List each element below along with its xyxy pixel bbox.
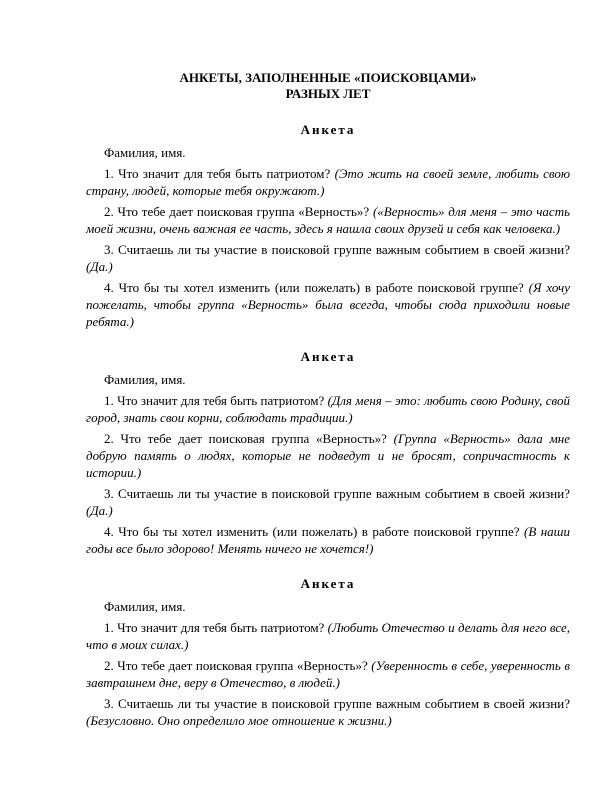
answer-text: (Да.) [86, 503, 113, 518]
answer-text: (Это жить на своей земле, любить свою страну, людей, которые тебя окружают.) [86, 166, 571, 198]
answer-text: (Уверенность в себе, уверенность в завтрашнем дне, веру в Отечество, в людей.) [86, 658, 571, 690]
question-item [86, 165, 570, 199]
question-text: 1. Что значит для тебя быть патриотом? [104, 393, 325, 408]
survey-3 [86, 575, 570, 729]
name-label: Фамилия, имя. [104, 372, 186, 387]
survey-heading: Анкета [300, 576, 356, 591]
question-text: 1. Что значит для тебя быть патриотом? [104, 620, 325, 635]
question-text: 2. Что тебе дает поисковая группа «Верность»? [104, 658, 368, 673]
question-text: 3. Считаешь ли ты участие в поисковой группе важным событием в своей жизни? [104, 696, 570, 711]
title-line-2: РАЗНЫХ ЛЕТ [285, 86, 371, 101]
question-item [86, 695, 570, 729]
question-item [86, 430, 570, 481]
answer-text: (Безусловно. Оно определило мое отношение к жизни.) [86, 713, 392, 728]
question-item [86, 485, 570, 519]
question-item [86, 619, 570, 653]
document-content [86, 70, 570, 733]
question-item [86, 523, 570, 557]
answer-text: (Любить Отечество и делать для него все, что в моих силах.) [86, 620, 570, 652]
question-text: 4. Что бы ты хотел изменить (или пожелать) в работе поисковой группе? [104, 280, 524, 295]
question-text: 4. Что бы ты хотел изменить (или пожелать) в работе поисковой группе? [104, 524, 520, 539]
survey-1 [86, 121, 570, 330]
name-label: Фамилия, имя. [104, 145, 186, 160]
name-label: Фамилия, имя. [104, 599, 186, 614]
document-title [86, 70, 570, 102]
answer-text: (В наши годы все было здорово! Менять ничего не хочется!) [86, 524, 570, 556]
question-text: 2. Что тебе дает поисковая группа «Верность»? [104, 204, 370, 219]
survey-2 [86, 348, 570, 557]
survey-heading: Анкета [300, 349, 356, 364]
question-item [86, 657, 570, 691]
answer-text: (Группа «Верность» дала мне добрую память о людях, которые не подведут и не бросят, сопричастность к истории.) [86, 431, 571, 480]
question-item [86, 279, 570, 330]
question-item [86, 203, 570, 237]
survey-heading: Анкета [300, 122, 356, 137]
question-text: 2. Что тебе дает поисковая группа «Верность»? [104, 431, 387, 446]
question-text: 1. Что значит для тебя быть патриотом? [104, 166, 331, 181]
question-text: 3. Считаешь ли ты участие в поисковой группе важным событием в своей жизни? [104, 242, 570, 257]
title-line-1: АНКЕТЫ, ЗАПОЛНЕННЫЕ «ПОИСКОВЦАМИ» [179, 70, 477, 85]
answer-text: (Да.) [86, 259, 113, 274]
answer-text: («Верность» для меня – это часть моей жизни, очень важная ее часть, здесь я нашла своих друзей и себя как человека.) [86, 204, 570, 236]
question-item [86, 392, 570, 426]
answer-text: (Для меня – это: любить свою Родину, свой город, знать свои корни, соблюдать традиции.) [86, 393, 571, 425]
answer-text: (Я хочу пожелать, чтобы группа «Верность» была всегда, чтобы сюда приходили новые ребята.) [86, 280, 570, 329]
question-text: 3. Считаешь ли ты участие в поисковой группе важным событием в своей жизни? [104, 486, 570, 501]
question-item [86, 241, 570, 275]
